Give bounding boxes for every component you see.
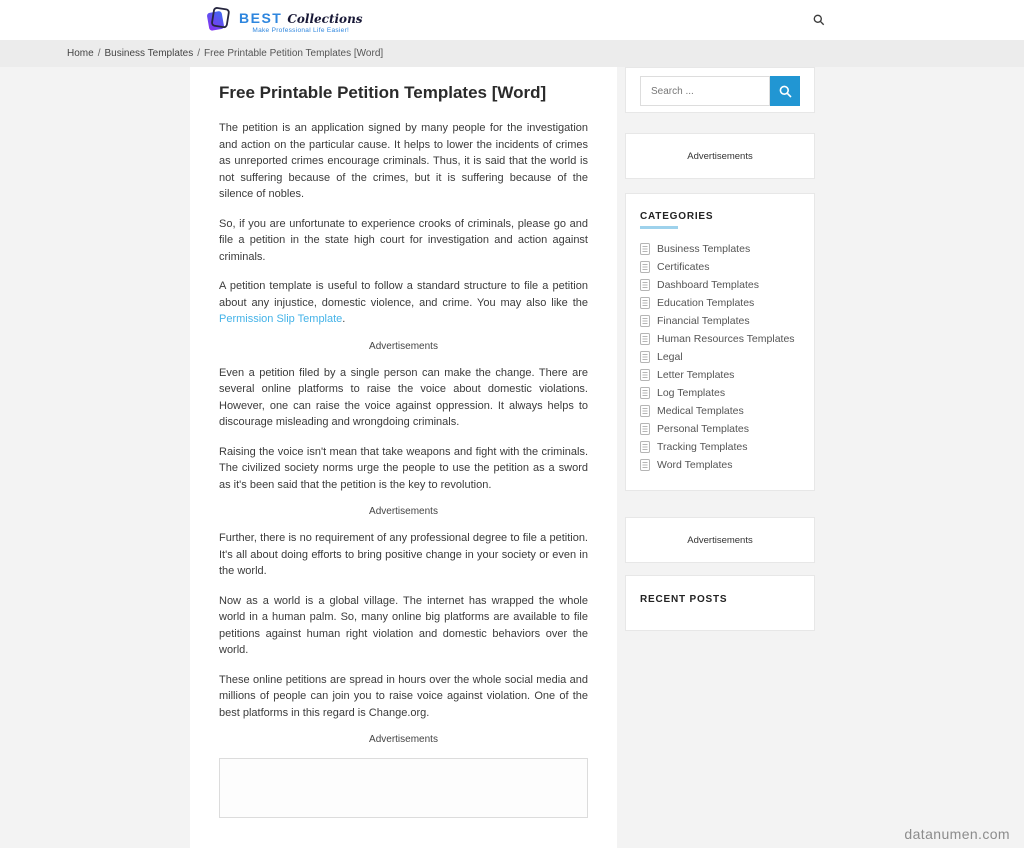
ad-placeholder-box	[219, 758, 588, 818]
category-link[interactable]: Medical Templates	[657, 405, 744, 417]
sidebar-search-widget	[625, 67, 815, 113]
document-icon	[640, 459, 650, 471]
article-paragraph: These online petitions are spread in hours over the whole social media and millions of people can join you to raise voice against violation. One of the best platforms in this regard is Change.org.	[219, 673, 588, 719]
logo-books-icon	[204, 4, 234, 39]
breadcrumb-link[interactable]: Home	[67, 48, 94, 59]
document-icon	[640, 315, 650, 327]
recent-posts-title: RECENT POSTS	[640, 594, 728, 605]
sidebar-ad-box-top	[625, 133, 815, 179]
category-link[interactable]: Human Resources Templates	[657, 333, 795, 345]
site-logo[interactable]	[204, 4, 363, 39]
content-area	[190, 67, 1024, 848]
brand-best: BEST	[239, 9, 283, 26]
category-item[interactable]	[640, 276, 800, 294]
category-link[interactable]: Tracking Templates	[657, 441, 748, 453]
breadcrumb-separator: /	[197, 48, 200, 59]
document-icon	[640, 387, 650, 399]
categories-title: CATEGORIES	[640, 211, 713, 227]
category-item[interactable]	[640, 240, 800, 258]
advertisements-label: Advertisements	[369, 734, 438, 745]
category-item[interactable]	[640, 402, 800, 420]
article-paragraph: Now as a world is a global village. The internet has wrapped the whole world in a human palm. So, many online big platforms are available to file petitions against human right violation and domestic behaviors over the world.	[219, 594, 588, 656]
document-icon	[640, 369, 650, 381]
search-button[interactable]	[770, 76, 800, 106]
breadcrumb-link[interactable]: Business Templates	[104, 48, 194, 59]
category-link[interactable]: Legal	[657, 351, 683, 363]
article-card	[190, 67, 617, 848]
document-icon	[640, 441, 650, 453]
breadcrumb-current: Free Printable Petition Templates [Word]	[204, 48, 384, 59]
article-paragraph: So, if you are unfortunate to experience crooks of criminals, please go and file a petition in the state high court for investigation and action against criminals.	[219, 217, 588, 263]
category-link[interactable]: Certificates	[657, 261, 710, 273]
category-item[interactable]	[640, 294, 800, 312]
document-icon	[640, 243, 650, 255]
breadcrumb	[0, 40, 1024, 67]
categories-list	[640, 240, 800, 474]
logo-text	[239, 10, 363, 34]
category-item[interactable]	[640, 366, 800, 384]
inline-link[interactable]: Permission Slip Template	[219, 313, 343, 325]
category-link[interactable]: Education Templates	[657, 297, 755, 309]
sidebar	[625, 67, 815, 631]
document-icon	[640, 423, 650, 435]
category-item[interactable]	[640, 312, 800, 330]
search-input[interactable]	[640, 76, 770, 106]
advertisements-label: Advertisements	[369, 506, 438, 517]
document-icon	[640, 351, 650, 363]
document-icon	[640, 279, 650, 291]
category-link[interactable]: Business Templates	[657, 243, 751, 255]
article-paragraph: A petition template is useful to follow a standard structure to file a petition about any injustice, domestic violence, and crime. You may also like the Permission Slip Template.	[219, 280, 588, 325]
header-search-icon[interactable]	[810, 11, 828, 29]
advertisements-label: Advertisements	[687, 150, 753, 162]
watermark: datanumen.com	[904, 826, 1010, 842]
category-link[interactable]: Dashboard Templates	[657, 279, 759, 291]
document-icon	[640, 333, 650, 345]
article-paragraph: Further, there is no requirement of any professional degree to file a petition. It's all about doing efforts to bring positive change in your society or even in the world.	[219, 532, 588, 577]
category-item[interactable]	[640, 456, 800, 474]
article-body	[219, 120, 588, 818]
article-paragraph: The petition is an application signed by many people for the investigation and action on the particular cause. It helps to lower the incidents of crimes as unreported crimes encourage criminals. Thus, it is said that the world is not suffering because of the crimes, but it is suffering because of the silence of nobles.	[219, 122, 588, 200]
page-title: Free Printable Petition Templates [Word]	[219, 83, 547, 102]
category-link[interactable]: Financial Templates	[657, 315, 750, 327]
categories-widget	[625, 193, 815, 491]
article-paragraph: Raising the voice isn't mean that take weapons and fight with the criminals. The civilized society norms urge the people to use the petition as a sword as it's been said that the petition is the key to revolution.	[219, 445, 588, 491]
document-icon	[640, 261, 650, 273]
document-icon	[640, 297, 650, 309]
category-item[interactable]	[640, 330, 800, 348]
category-item[interactable]	[640, 420, 800, 438]
category-item[interactable]	[640, 258, 800, 276]
advertisements-label: Advertisements	[687, 534, 753, 546]
search-icon	[779, 85, 792, 98]
category-item[interactable]	[640, 384, 800, 402]
brand-collections: Collections	[287, 11, 363, 26]
category-item[interactable]	[640, 348, 800, 366]
breadcrumb-separator: /	[97, 48, 101, 59]
logo-tagline: Make Professional Life Easier!	[252, 26, 350, 34]
document-icon	[640, 405, 650, 417]
site-header	[0, 0, 1024, 40]
category-item[interactable]	[640, 438, 800, 456]
article-paragraph: Even a petition filed by a single person can make the change. There are several online platforms to raise the voice about domestic violations. However, one can raise the voice against oppression. It always helps to discourage misleading and wrongdoing criminals.	[219, 366, 588, 428]
category-link[interactable]: Word Templates	[657, 459, 733, 471]
sidebar-ad-box-bottom	[625, 517, 815, 563]
category-link[interactable]: Personal Templates	[657, 423, 750, 435]
recent-posts-widget	[625, 575, 815, 631]
advertisements-label: Advertisements	[369, 340, 438, 352]
category-link[interactable]: Letter Templates	[657, 369, 735, 381]
category-link[interactable]: Log Templates	[657, 387, 726, 399]
